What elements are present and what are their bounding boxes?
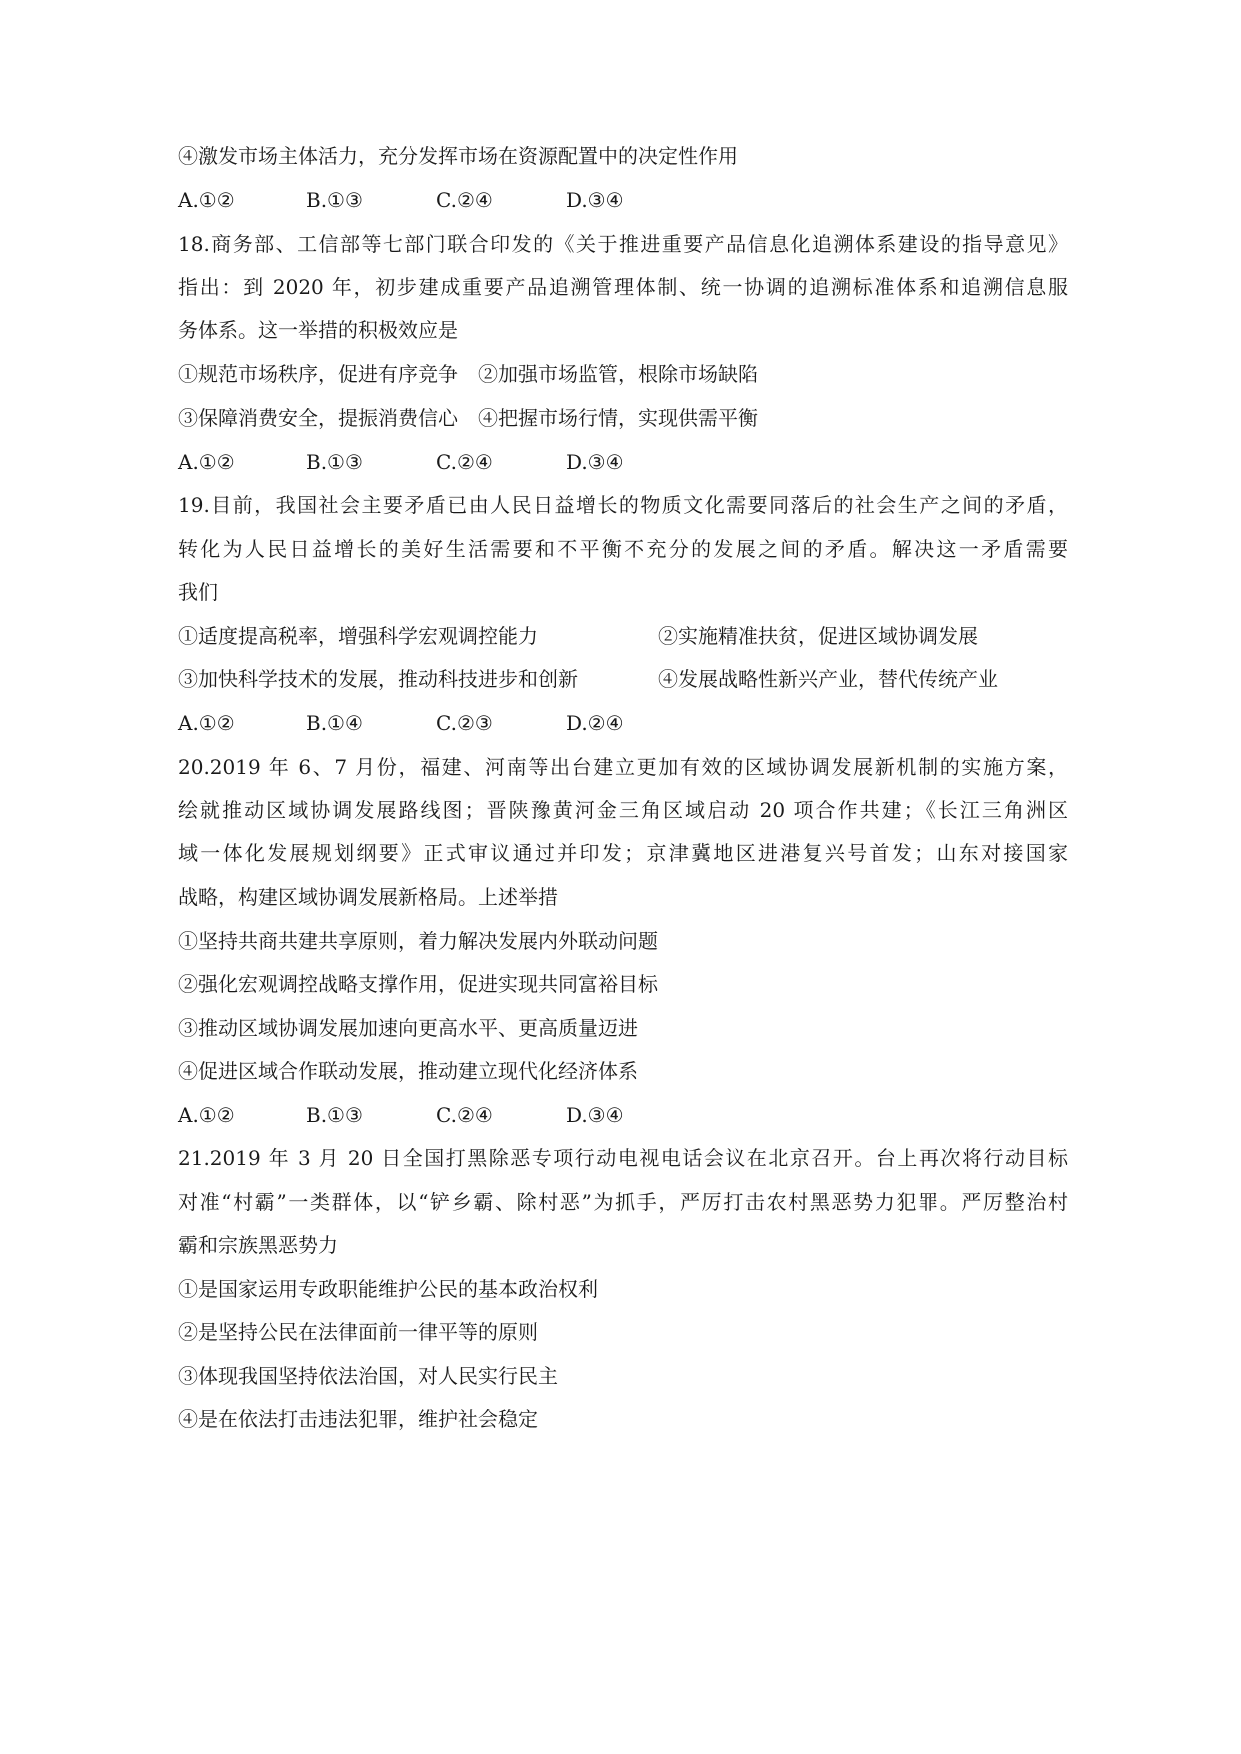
q19-option-d: D.②④: [566, 711, 624, 735]
q19-item-4: ④发展战略性新兴产业，替代传统产业: [658, 667, 998, 691]
q19-item-1: ①适度提高税率，增强科学宏观调控能力: [178, 624, 538, 648]
q18-options: [178, 448, 624, 476]
q20-item-4: ④促进区域合作联动发展，推动建立现代化经济体系: [178, 1059, 638, 1083]
q21-item-1: ①是国家运用专政职能维护公民的基本政治权利: [178, 1277, 598, 1301]
q20-options: [178, 1101, 624, 1129]
q20-stem-line-2: 绘就推动区域协调发展路线图；晋陕豫黄河金三角区域启动 20 项合作共建；《长江三角洲区: [178, 798, 1068, 822]
q21-stem-line-1: 21.2019 年 3 月 20 日全国打黑除恶专项行动电视电话会议在北京召开。台上再次将行动目标: [178, 1146, 1068, 1170]
q17-option-b: B.①③: [306, 188, 363, 212]
q18-item-2: ②加强市场监管，根除市场缺陷: [478, 362, 758, 386]
q18-stem-line-2: 指出：到 2020 年，初步建成重要产品追溯管理体制、统一协调的追溯标准体系和追溯信息服: [178, 275, 1068, 299]
q19-stem-line-1: 19.目前，我国社会主要矛盾已由人民日益增长的物质文化需要同落后的社会生产之间的矛盾，: [178, 493, 1068, 517]
q18-item-1: ①规范市场秩序，促进有序竞争: [178, 362, 458, 386]
q21-stem-line-3: 霸和宗族黑恶势力: [178, 1233, 338, 1257]
q21-item-4: ④是在依法打击违法犯罪，维护社会稳定: [178, 1407, 538, 1431]
q18-items-row-2: [178, 404, 758, 432]
q19-stem-line-3: 我们: [178, 580, 218, 604]
q18-item-3: ③保障消费安全，提振消费信心: [178, 406, 458, 430]
q19-stem-line-2: 转化为人民日益增长的美好生活需要和不平衡不充分的发展之间的矛盾。解决这一矛盾需要: [178, 537, 1068, 561]
q20-option-d: D.③④: [566, 1103, 624, 1127]
q17-option-c: C.②④: [436, 188, 493, 212]
q20-item-3: ③推动区域协调发展加速向更高水平、更高质量迈进: [178, 1016, 638, 1040]
q19-option-a: A.①②: [178, 711, 235, 735]
q20-stem-line-4: 战略，构建区域协调发展新格局。上述举措: [178, 885, 558, 909]
q17-option-a: A.①②: [178, 188, 235, 212]
q18-option-c: C.②④: [436, 450, 493, 474]
q19-options: [178, 709, 624, 737]
q17-item-4: ④激发市场主体活力，充分发挥市场在资源配置中的决定性作用: [178, 144, 738, 168]
q20-item-2: ②强化宏观调控战略支撑作用，促进实现共同富裕目标: [178, 972, 658, 996]
q18-option-a: A.①②: [178, 450, 235, 474]
q21-item-2: ②是坚持公民在法律面前一律平等的原则: [178, 1320, 538, 1344]
q19-item-3: ③加快科学技术的发展，推动科技进步和创新: [178, 667, 578, 691]
q18-stem-line-3: 务体系。这一举措的积极效应是: [178, 318, 458, 342]
q18-option-d: D.③④: [566, 450, 624, 474]
q17-options: [178, 186, 624, 214]
q18-stem-line-1: 18.商务部、工信部等七部门联合印发的《关于推进重要产品信息化追溯体系建设的指导意见》: [178, 232, 1068, 256]
q17-option-d: D.③④: [566, 188, 624, 212]
q18-item-4: ④把握市场行情，实现供需平衡: [478, 406, 758, 430]
q20-stem-line-1: 20.2019 年 6、7 月份，福建、河南等出台建立更加有效的区域协调发展新机制的实施方案，: [178, 755, 1068, 779]
q20-option-a: A.①②: [178, 1103, 235, 1127]
q20-stem-line-3: 域一体化发展规划纲要》正式审议通过并印发；京津冀地区进港复兴号首发；山东对接国家: [178, 841, 1068, 865]
q21-stem-line-2: 对准“村霸”一类群体，以“铲乡霸、除村恶”为抓手，严厉打击农村黑恶势力犯罪。严厉整治村: [178, 1190, 1068, 1214]
q20-item-1: ①坚持共商共建共享原则，着力解决发展内外联动问题: [178, 929, 658, 953]
q19-items-row-2: [178, 665, 1068, 693]
q18-option-b: B.①③: [306, 450, 363, 474]
q19-item-2: ②实施精准扶贫，促进区域协调发展: [658, 624, 978, 648]
q19-option-b: B.①④: [306, 711, 363, 735]
q21-item-3: ③体现我国坚持依法治国，对人民实行民主: [178, 1364, 558, 1388]
q19-option-c: C.②③: [436, 711, 493, 735]
q20-option-c: C.②④: [436, 1103, 493, 1127]
q19-items-row-1: [178, 622, 1068, 650]
q20-option-b: B.①③: [306, 1103, 363, 1127]
q18-items-row-1: [178, 360, 758, 388]
